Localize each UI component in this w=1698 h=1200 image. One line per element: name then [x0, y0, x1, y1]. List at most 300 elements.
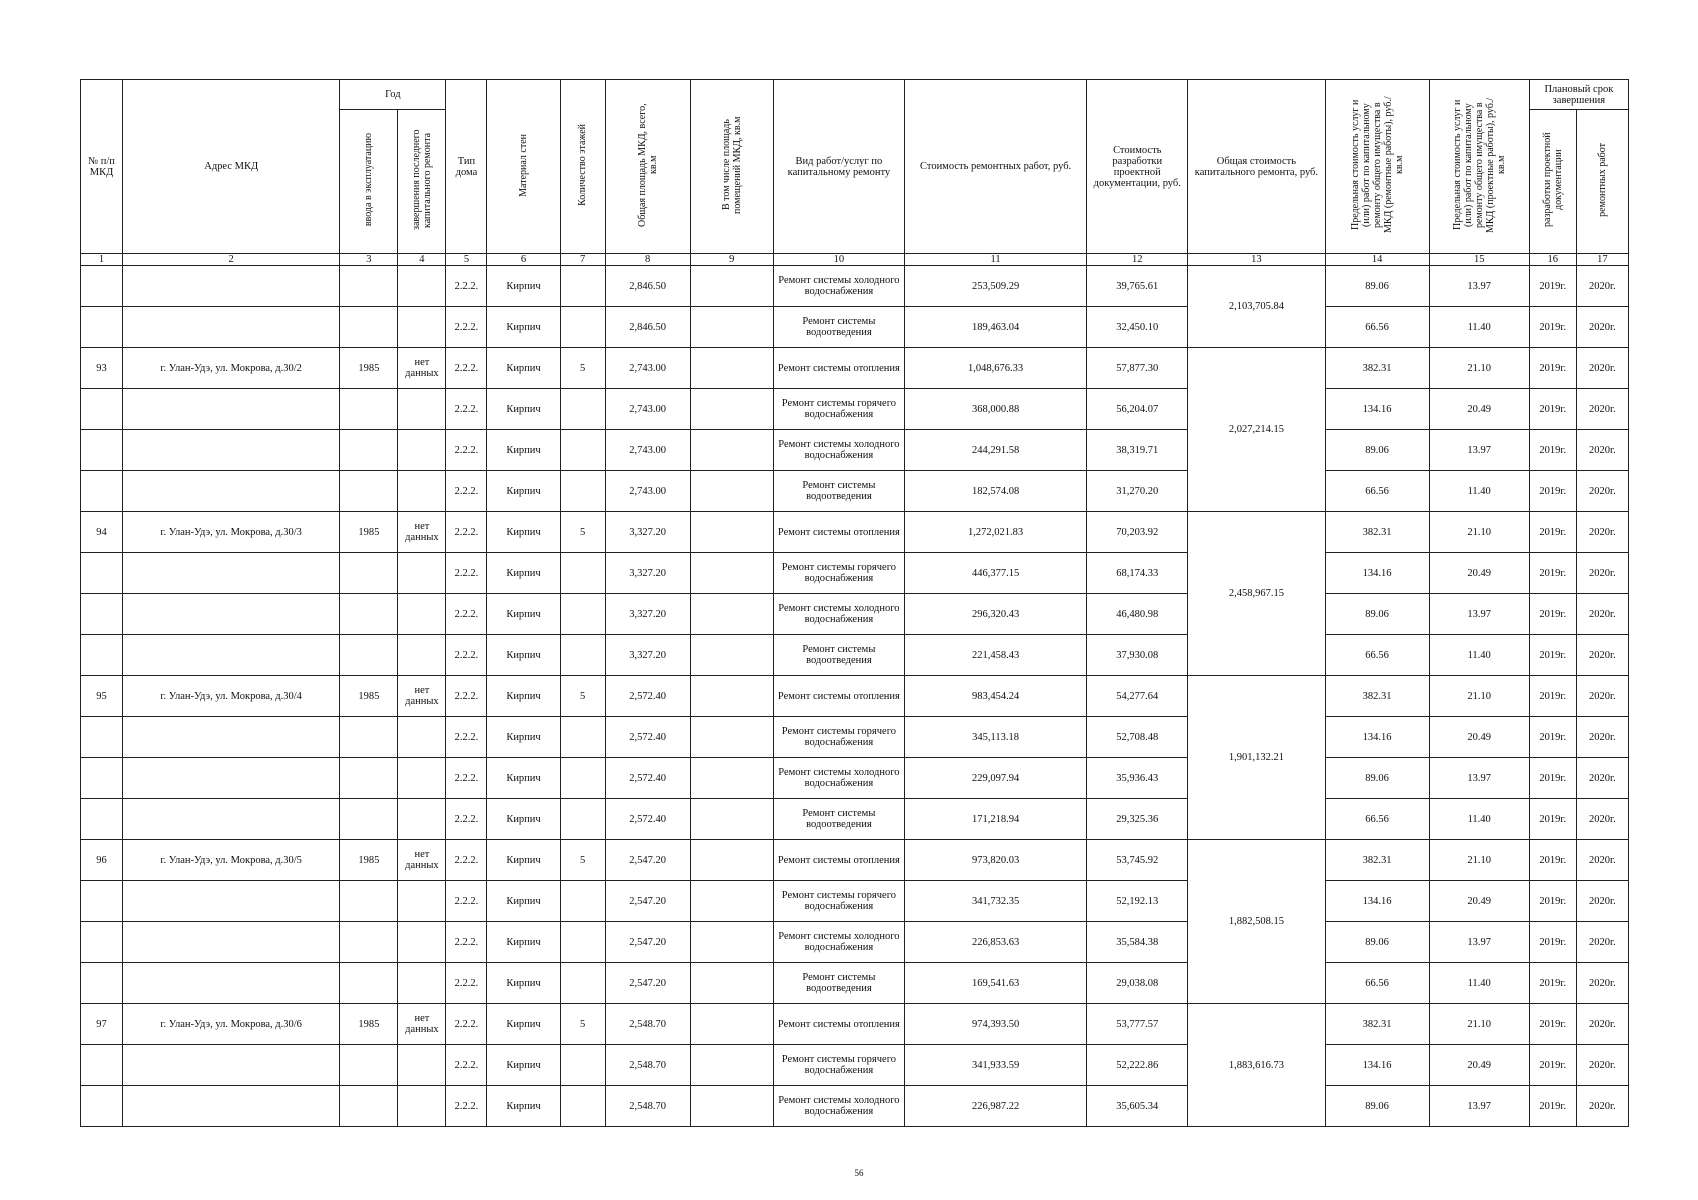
- wall-material: Кирпич: [487, 963, 560, 1004]
- header-col6: Материал стен: [487, 80, 560, 254]
- total-repair-cost: 1,882,508.15: [1188, 840, 1325, 1004]
- house-number: [81, 963, 123, 1004]
- table-row: [81, 307, 1629, 348]
- year-built: [340, 717, 398, 758]
- year-last-repair: нет данных: [398, 348, 446, 389]
- design-deadline: 2019г.: [1529, 553, 1576, 594]
- limit-repair-cost: 134.16: [1325, 389, 1429, 430]
- house-type: 2.2.2.: [446, 1004, 487, 1045]
- year-last-repair: [398, 717, 446, 758]
- house-address: [123, 594, 340, 635]
- floor-count: [560, 307, 605, 348]
- table-row: [81, 963, 1629, 1004]
- floor-count: [560, 1086, 605, 1127]
- repair-cost: 1,272,021.83: [904, 512, 1086, 553]
- house-type: 2.2.2.: [446, 881, 487, 922]
- design-cost: 53,745.92: [1087, 840, 1188, 881]
- total-area: 2,547.20: [605, 881, 690, 922]
- year-built: [340, 266, 398, 307]
- works-deadline: 2020г.: [1576, 1004, 1628, 1045]
- table-row: [81, 553, 1629, 594]
- column-number: 17: [1576, 254, 1628, 266]
- house-address: [123, 1086, 340, 1127]
- rooms-area: [690, 512, 773, 553]
- limit-repair-cost: 66.56: [1325, 307, 1429, 348]
- work-type: Ремонт системы водоотведения: [773, 635, 904, 676]
- design-cost: 53,777.57: [1087, 1004, 1188, 1045]
- repair-cost: 1,048,676.33: [904, 348, 1086, 389]
- house-type: 2.2.2.: [446, 389, 487, 430]
- wall-material: Кирпич: [487, 266, 560, 307]
- rooms-area: [690, 307, 773, 348]
- year-last-repair: [398, 1045, 446, 1086]
- house-type: 2.2.2.: [446, 1086, 487, 1127]
- design-deadline: 2019г.: [1529, 881, 1576, 922]
- house-address: [123, 635, 340, 676]
- total-area: 3,327.20: [605, 635, 690, 676]
- floor-count: [560, 799, 605, 840]
- limit-repair-cost: 66.56: [1325, 635, 1429, 676]
- house-number: [81, 307, 123, 348]
- house-type: 2.2.2.: [446, 963, 487, 1004]
- table-row: [81, 1086, 1629, 1127]
- repair-cost: 226,853.63: [904, 922, 1086, 963]
- limit-repair-cost: 382.31: [1325, 348, 1429, 389]
- table-row: [81, 266, 1629, 307]
- header-col13: Общая стоимость капитального ремонта, руб.: [1188, 80, 1325, 254]
- total-repair-cost: 1,883,616.73: [1188, 1004, 1325, 1127]
- design-deadline: 2019г.: [1529, 1004, 1576, 1045]
- house-type: 2.2.2.: [446, 348, 487, 389]
- house-type: 2.2.2.: [446, 840, 487, 881]
- work-type: Ремонт системы отопления: [773, 348, 904, 389]
- total-area: 2,548.70: [605, 1086, 690, 1127]
- total-area: 2,548.70: [605, 1004, 690, 1045]
- header-col11: Стоимость ремонтных работ, руб.: [904, 80, 1086, 254]
- house-number: [81, 553, 123, 594]
- work-type: Ремонт системы отопления: [773, 1004, 904, 1045]
- table-row: [81, 1045, 1629, 1086]
- house-number: 97: [81, 1004, 123, 1045]
- limit-design-cost: 11.40: [1429, 799, 1529, 840]
- column-number: 3: [340, 254, 398, 266]
- column-number: 8: [605, 254, 690, 266]
- house-type: 2.2.2.: [446, 430, 487, 471]
- house-number: [81, 799, 123, 840]
- limit-design-cost: 11.40: [1429, 471, 1529, 512]
- header-col4: завершения последнего капитального ремонта: [398, 110, 446, 254]
- year-last-repair: [398, 430, 446, 471]
- limit-repair-cost: 134.16: [1325, 1045, 1429, 1086]
- limit-repair-cost: 134.16: [1325, 881, 1429, 922]
- design-deadline: 2019г.: [1529, 266, 1576, 307]
- year-built: [340, 635, 398, 676]
- design-cost: 52,708.48: [1087, 717, 1188, 758]
- works-deadline: 2020г.: [1576, 717, 1628, 758]
- rooms-area: [690, 594, 773, 635]
- repair-cost: 345,113.18: [904, 717, 1086, 758]
- rooms-area: [690, 963, 773, 1004]
- year-built: [340, 758, 398, 799]
- house-address: [123, 430, 340, 471]
- column-number: 11: [904, 254, 1086, 266]
- floor-count: [560, 922, 605, 963]
- year-last-repair: нет данных: [398, 1004, 446, 1045]
- header-col9: В том числе площадь помещений МКД, кв.м: [690, 80, 773, 254]
- house-type: 2.2.2.: [446, 676, 487, 717]
- table-row: [81, 348, 1629, 389]
- design-deadline: 2019г.: [1529, 676, 1576, 717]
- house-type: 2.2.2.: [446, 307, 487, 348]
- limit-design-cost: 21.10: [1429, 348, 1529, 389]
- works-deadline: 2020г.: [1576, 922, 1628, 963]
- limit-design-cost: 13.97: [1429, 266, 1529, 307]
- repair-cost: 341,732.35: [904, 881, 1086, 922]
- limit-repair-cost: 382.31: [1325, 512, 1429, 553]
- limit-repair-cost: 382.31: [1325, 1004, 1429, 1045]
- limit-repair-cost: 89.06: [1325, 922, 1429, 963]
- year-last-repair: [398, 471, 446, 512]
- table-row: [81, 389, 1629, 430]
- year-built: [340, 553, 398, 594]
- floor-count: 5: [560, 348, 605, 389]
- rooms-area: [690, 922, 773, 963]
- limit-design-cost: 11.40: [1429, 963, 1529, 1004]
- house-number: [81, 717, 123, 758]
- design-cost: 56,204.07: [1087, 389, 1188, 430]
- house-number: [81, 1045, 123, 1086]
- wall-material: Кирпич: [487, 430, 560, 471]
- column-number: 10: [773, 254, 904, 266]
- work-type: Ремонт системы горячего водоснабжения: [773, 553, 904, 594]
- total-area: 3,327.20: [605, 594, 690, 635]
- rooms-area: [690, 1045, 773, 1086]
- house-number: [81, 635, 123, 676]
- work-type: Ремонт системы водоотведения: [773, 799, 904, 840]
- repair-cost: 974,393.50: [904, 1004, 1086, 1045]
- house-address: [123, 266, 340, 307]
- total-area: 2,547.20: [605, 922, 690, 963]
- year-built: [340, 594, 398, 635]
- limit-repair-cost: 89.06: [1325, 594, 1429, 635]
- repair-cost: 189,463.04: [904, 307, 1086, 348]
- floor-count: 5: [560, 512, 605, 553]
- work-type: Ремонт системы холодного водоснабжения: [773, 922, 904, 963]
- table-row: [81, 922, 1629, 963]
- year-built: [340, 471, 398, 512]
- house-address: [123, 717, 340, 758]
- design-deadline: 2019г.: [1529, 1045, 1576, 1086]
- works-deadline: 2020г.: [1576, 389, 1628, 430]
- total-area: 2,547.20: [605, 840, 690, 881]
- header-col2: Адрес МКД: [123, 80, 340, 254]
- rooms-area: [690, 266, 773, 307]
- house-address: г. Улан-Удэ, ул. Мокрова, д.30/6: [123, 1004, 340, 1045]
- repair-cost: 169,541.63: [904, 963, 1086, 1004]
- works-deadline: 2020г.: [1576, 307, 1628, 348]
- floor-count: [560, 430, 605, 471]
- design-deadline: 2019г.: [1529, 840, 1576, 881]
- wall-material: Кирпич: [487, 512, 560, 553]
- house-address: г. Улан-Удэ, ул. Мокрова, д.30/3: [123, 512, 340, 553]
- works-deadline: 2020г.: [1576, 1045, 1628, 1086]
- rooms-area: [690, 881, 773, 922]
- house-number: [81, 922, 123, 963]
- year-last-repair: [398, 594, 446, 635]
- header-col14: Предельная стоимость услуг и (или) работ по капитальному ремонту общего имущества в МКД (ремонтные работы), руб./кв.м: [1325, 80, 1429, 254]
- limit-design-cost: 21.10: [1429, 512, 1529, 553]
- repair-cost: 244,291.58: [904, 430, 1086, 471]
- house-address: [123, 471, 340, 512]
- year-last-repair: нет данных: [398, 676, 446, 717]
- rooms-area: [690, 799, 773, 840]
- house-address: [123, 1045, 340, 1086]
- rooms-area: [690, 840, 773, 881]
- year-last-repair: нет данных: [398, 840, 446, 881]
- limit-repair-cost: 89.06: [1325, 1086, 1429, 1127]
- year-built: 1985: [340, 676, 398, 717]
- rooms-area: [690, 430, 773, 471]
- design-cost: 70,203.92: [1087, 512, 1188, 553]
- repair-cost: 446,377.15: [904, 553, 1086, 594]
- year-built: [340, 430, 398, 471]
- repair-cost: 973,820.03: [904, 840, 1086, 881]
- header-col12: Стоимость разработки проектной документации, руб.: [1087, 80, 1188, 254]
- column-number: 7: [560, 254, 605, 266]
- house-type: 2.2.2.: [446, 799, 487, 840]
- header-col3: ввода в эксплуатацию: [340, 110, 398, 254]
- column-number: 13: [1188, 254, 1325, 266]
- works-deadline: 2020г.: [1576, 799, 1628, 840]
- work-type: Ремонт системы отопления: [773, 512, 904, 553]
- floor-count: 5: [560, 676, 605, 717]
- work-type: Ремонт системы отопления: [773, 840, 904, 881]
- column-number: 5: [446, 254, 487, 266]
- design-cost: 35,605.34: [1087, 1086, 1188, 1127]
- design-cost: 29,038.08: [1087, 963, 1188, 1004]
- house-number: 95: [81, 676, 123, 717]
- limit-design-cost: 13.97: [1429, 922, 1529, 963]
- year-last-repair: [398, 963, 446, 1004]
- header-col7: Количество этажей: [560, 80, 605, 254]
- year-last-repair: нет данных: [398, 512, 446, 553]
- table-row: [81, 635, 1629, 676]
- wall-material: Кирпич: [487, 553, 560, 594]
- works-deadline: 2020г.: [1576, 553, 1628, 594]
- year-built: [340, 963, 398, 1004]
- house-number: [81, 430, 123, 471]
- limit-design-cost: 13.97: [1429, 1086, 1529, 1127]
- limit-design-cost: 20.49: [1429, 553, 1529, 594]
- wall-material: Кирпич: [487, 676, 560, 717]
- house-number: [81, 1086, 123, 1127]
- total-repair-cost: 2,103,705.84: [1188, 266, 1325, 348]
- design-cost: 32,450.10: [1087, 307, 1188, 348]
- works-deadline: 2020г.: [1576, 881, 1628, 922]
- capital-repair-table: [80, 79, 1629, 1127]
- work-type: Ремонт системы горячего водоснабжения: [773, 881, 904, 922]
- total-area: 2,572.40: [605, 717, 690, 758]
- design-deadline: 2019г.: [1529, 594, 1576, 635]
- total-area: 3,327.20: [605, 553, 690, 594]
- year-built: [340, 881, 398, 922]
- wall-material: Кирпич: [487, 1086, 560, 1127]
- rooms-area: [690, 717, 773, 758]
- wall-material: Кирпич: [487, 389, 560, 430]
- wall-material: Кирпич: [487, 758, 560, 799]
- table-row: [81, 594, 1629, 635]
- design-cost: 31,270.20: [1087, 471, 1188, 512]
- total-repair-cost: 2,458,967.15: [1188, 512, 1325, 676]
- year-last-repair: [398, 635, 446, 676]
- year-last-repair: [398, 881, 446, 922]
- design-deadline: 2019г.: [1529, 389, 1576, 430]
- year-built: [340, 1045, 398, 1086]
- limit-design-cost: 21.10: [1429, 676, 1529, 717]
- header-year-group: Год: [340, 80, 446, 110]
- repair-cost: 221,458.43: [904, 635, 1086, 676]
- table-row: [81, 717, 1629, 758]
- wall-material: Кирпич: [487, 307, 560, 348]
- house-type: 2.2.2.: [446, 266, 487, 307]
- house-number: 93: [81, 348, 123, 389]
- total-area: 2,846.50: [605, 266, 690, 307]
- floor-count: [560, 717, 605, 758]
- total-area: 2,743.00: [605, 389, 690, 430]
- floor-count: [560, 758, 605, 799]
- limit-repair-cost: 382.31: [1325, 676, 1429, 717]
- year-built: 1985: [340, 1004, 398, 1045]
- floor-count: [560, 553, 605, 594]
- column-numbers-row: [81, 254, 1629, 266]
- works-deadline: 2020г.: [1576, 1086, 1628, 1127]
- house-number: [81, 758, 123, 799]
- design-cost: 68,174.33: [1087, 553, 1188, 594]
- house-type: 2.2.2.: [446, 1045, 487, 1086]
- floor-count: [560, 963, 605, 1004]
- wall-material: Кирпич: [487, 799, 560, 840]
- repair-cost: 296,320.43: [904, 594, 1086, 635]
- floor-count: [560, 471, 605, 512]
- repair-cost: 182,574.08: [904, 471, 1086, 512]
- house-type: 2.2.2.: [446, 635, 487, 676]
- year-built: 1985: [340, 348, 398, 389]
- design-deadline: 2019г.: [1529, 799, 1576, 840]
- year-last-repair: [398, 553, 446, 594]
- header-col17: ремонтных работ: [1576, 110, 1628, 254]
- total-repair-cost: 1,901,132.21: [1188, 676, 1325, 840]
- year-built: [340, 1086, 398, 1127]
- year-built: 1985: [340, 512, 398, 553]
- house-address: [123, 881, 340, 922]
- works-deadline: 2020г.: [1576, 512, 1628, 553]
- house-type: 2.2.2.: [446, 717, 487, 758]
- column-number: 2: [123, 254, 340, 266]
- work-type: Ремонт системы холодного водоснабжения: [773, 1086, 904, 1127]
- design-deadline: 2019г.: [1529, 635, 1576, 676]
- column-number: 4: [398, 254, 446, 266]
- design-deadline: 2019г.: [1529, 348, 1576, 389]
- limit-repair-cost: 89.06: [1325, 758, 1429, 799]
- table-row: [81, 799, 1629, 840]
- wall-material: Кирпич: [487, 840, 560, 881]
- house-number: [81, 471, 123, 512]
- work-type: Ремонт системы водоотведения: [773, 963, 904, 1004]
- work-type: Ремонт системы отопления: [773, 676, 904, 717]
- limit-design-cost: 13.97: [1429, 758, 1529, 799]
- works-deadline: 2020г.: [1576, 676, 1628, 717]
- wall-material: Кирпич: [487, 717, 560, 758]
- limit-design-cost: 20.49: [1429, 1045, 1529, 1086]
- design-cost: 35,936.43: [1087, 758, 1188, 799]
- work-type: Ремонт системы горячего водоснабжения: [773, 717, 904, 758]
- design-cost: 39,765.61: [1087, 266, 1188, 307]
- wall-material: Кирпич: [487, 922, 560, 963]
- wall-material: Кирпич: [487, 594, 560, 635]
- works-deadline: 2020г.: [1576, 758, 1628, 799]
- design-cost: 46,480.98: [1087, 594, 1188, 635]
- header-deadline-group: Плановый срок завершения: [1529, 80, 1628, 110]
- floor-count: [560, 594, 605, 635]
- house-type: 2.2.2.: [446, 553, 487, 594]
- table-row: [81, 512, 1629, 553]
- table-row: [81, 430, 1629, 471]
- house-number: [81, 266, 123, 307]
- works-deadline: 2020г.: [1576, 471, 1628, 512]
- total-area: 2,548.70: [605, 1045, 690, 1086]
- design-cost: 38,319.71: [1087, 430, 1188, 471]
- total-area: 2,743.00: [605, 471, 690, 512]
- repair-cost: 253,509.29: [904, 266, 1086, 307]
- header-col15: Предельная стоимость услуг и (или) работ по капитальному ремонту общего имущества в МКД (проектные работы), руб./кв.м: [1429, 80, 1529, 254]
- year-built: [340, 922, 398, 963]
- house-number: [81, 389, 123, 430]
- header-col5: Тип дома: [446, 80, 487, 254]
- column-number: 1: [81, 254, 123, 266]
- design-cost: 52,192.13: [1087, 881, 1188, 922]
- house-type: 2.2.2.: [446, 922, 487, 963]
- rooms-area: [690, 389, 773, 430]
- total-area: 3,327.20: [605, 512, 690, 553]
- design-cost: 37,930.08: [1087, 635, 1188, 676]
- rooms-area: [690, 758, 773, 799]
- house-type: 2.2.2.: [446, 471, 487, 512]
- column-number: 14: [1325, 254, 1429, 266]
- repair-cost: 368,000.88: [904, 389, 1086, 430]
- table-row: [81, 676, 1629, 717]
- limit-design-cost: 20.49: [1429, 717, 1529, 758]
- repair-cost: 226,987.22: [904, 1086, 1086, 1127]
- floor-count: [560, 1045, 605, 1086]
- work-type: Ремонт системы холодного водоснабжения: [773, 430, 904, 471]
- limit-repair-cost: 89.06: [1325, 266, 1429, 307]
- design-deadline: 2019г.: [1529, 963, 1576, 1004]
- wall-material: Кирпич: [487, 1045, 560, 1086]
- floor-count: [560, 389, 605, 430]
- house-number: [81, 881, 123, 922]
- limit-design-cost: 13.97: [1429, 594, 1529, 635]
- wall-material: Кирпич: [487, 881, 560, 922]
- floor-count: [560, 266, 605, 307]
- table-row: [81, 1004, 1629, 1045]
- wall-material: Кирпич: [487, 471, 560, 512]
- house-address: [123, 389, 340, 430]
- design-deadline: 2019г.: [1529, 717, 1576, 758]
- rooms-area: [690, 1004, 773, 1045]
- work-type: Ремонт системы водоотведения: [773, 307, 904, 348]
- header-col10: Вид работ/услуг по капитальному ремонту: [773, 80, 904, 254]
- total-area: 2,572.40: [605, 799, 690, 840]
